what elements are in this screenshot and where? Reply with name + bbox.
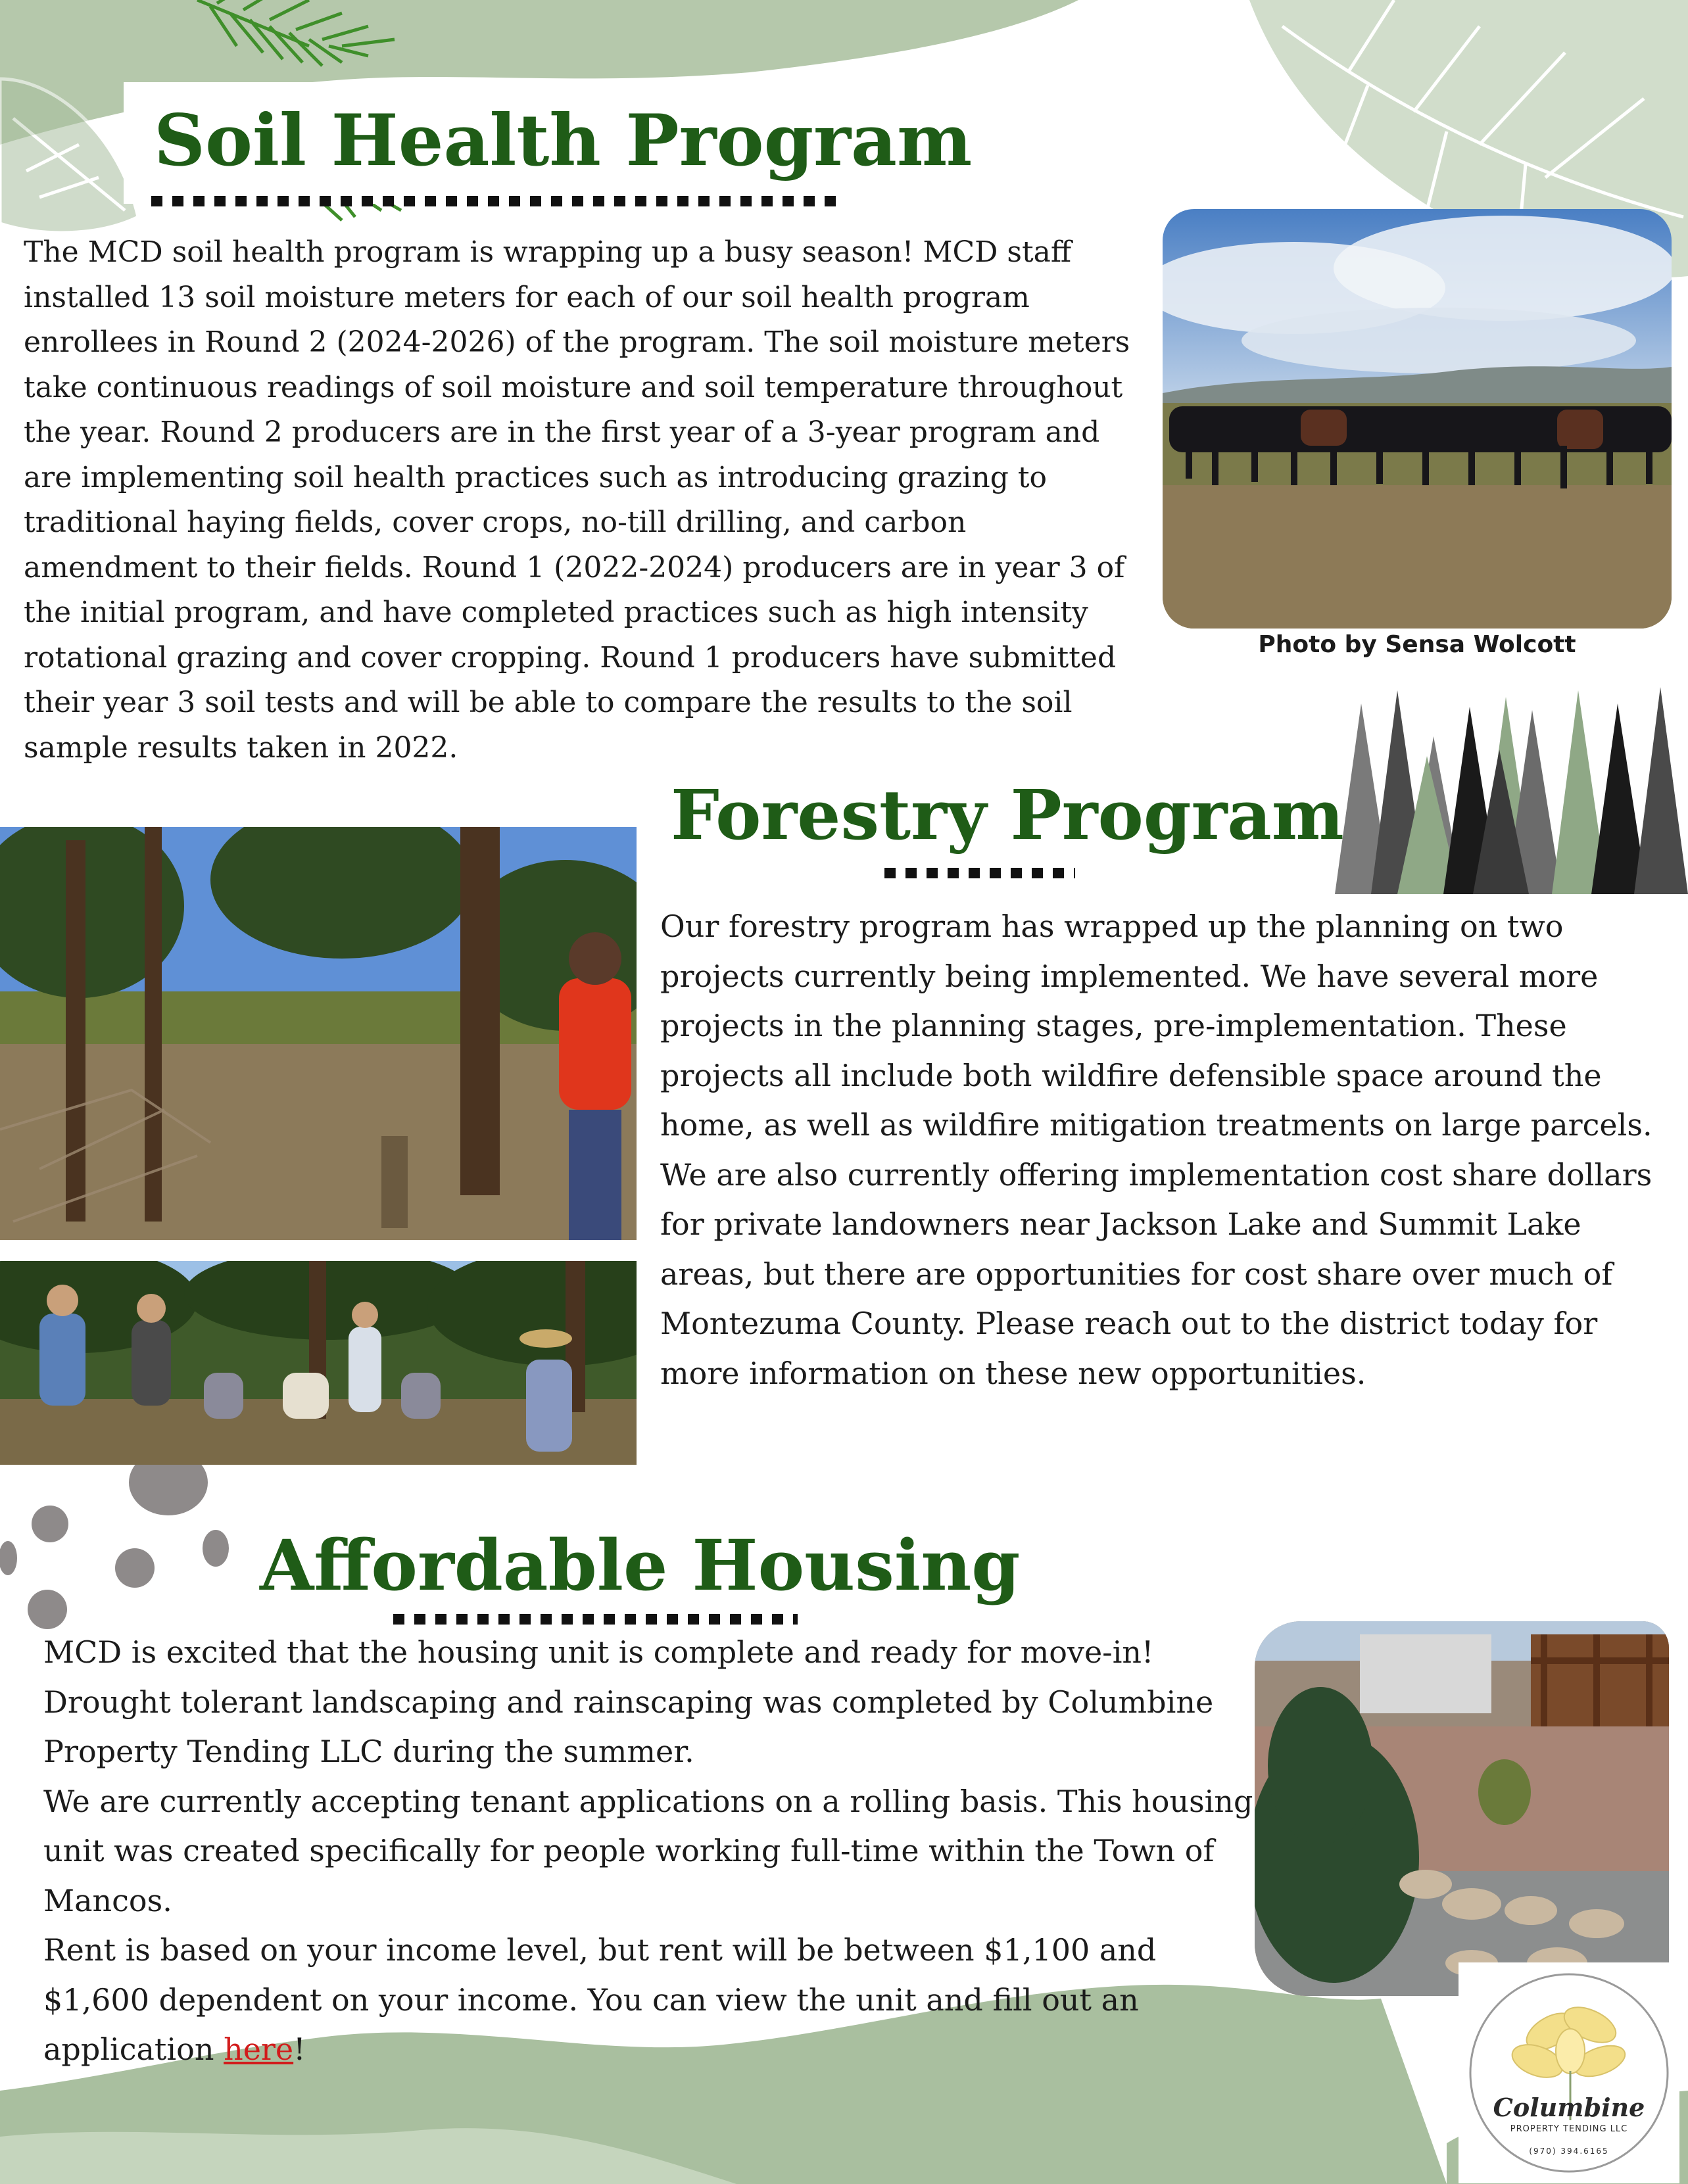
pine-trees-illustration bbox=[1335, 677, 1688, 894]
logo-subtitle: PROPERTY TENDING LLC bbox=[1510, 2124, 1628, 2134]
soil-health-body: The MCD soil health program is wrapping up a busy season! MCD staff installed 13 soil moisture meters for each of our soil health program enrollees in Round 2 (2024-2026) of the program. The soil moisture meters take continuous readings of soil moisture and soil temperature throughout the year. Round 2 producers are in the first year of a 3-year program and are implementing soil health practices such as introducing grazing to traditional haying fields, cover crops, no-till drilling, and carbon amendment to their fields. Round 1 (2022-2024) producers are in year 3 of the initial program, and have completed practices such as high intensity rotational grazing and cover cropping. Round 1 producers have submitted their year 3 soil tests and will be able to compare the results to the soil sample results taken in 2022. bbox=[24, 235, 1130, 765]
housing-heading-underline bbox=[393, 1614, 798, 1625]
logo-name: Columbine bbox=[1493, 2093, 1645, 2122]
housing-paragraph-2: We are currently accepting tenant applications on a rolling basis. This housing unit was created specifically for people working full-time within the Town of Mancos. bbox=[43, 1783, 1253, 1918]
forest-group-photo bbox=[0, 1261, 637, 1465]
forestry-heading-underline bbox=[884, 868, 1075, 878]
forestry-body: Our forestry program has wrapped up the planning on two projects currently being implemented. We have several more projects in the planning stages, pre-implementation. These projects all include both wildfire defensible space around the home, as well as wildfire mitigation treatments on large parcels. We are also currently offering implementation cost share dollars for private landowners near Jackson Lake and Summit Lake areas, but there are opportunities for cost share over much of Montezuma County. Please reach out to the district today for more information on these new opportunities. bbox=[660, 909, 1652, 1391]
logo-phone: (970) 394.6165 bbox=[1529, 2147, 1609, 2156]
forest-site-photo bbox=[0, 827, 637, 1240]
landscaping-photo bbox=[1255, 1621, 1669, 1996]
housing-paragraph-3-text: Rent is based on your income level, but rent will be between $1,100 and $1,600 dependent on your income. You can view the unit and fill out an application bbox=[43, 1932, 1157, 2067]
columbine-logo bbox=[1459, 1962, 1679, 2183]
forestry-heading: Forestry Program bbox=[671, 774, 1344, 855]
housing-body bbox=[43, 1628, 1253, 2075]
housing-paragraph-3 bbox=[43, 1926, 1253, 2075]
affordable-housing-heading: Affordable Housing bbox=[260, 1524, 1021, 1606]
cattle-photo bbox=[1163, 209, 1672, 629]
soil-health-heading: Soil Health Program bbox=[154, 99, 973, 182]
housing-paragraph-1: MCD is excited that the housing unit is complete and ready for move-in! Drought tolerant landscaping and rainscaping was completed by Columbine Property Tending LLC during the summer. bbox=[43, 1634, 1214, 1769]
soil-heading-underline bbox=[151, 196, 842, 206]
application-link[interactable]: here bbox=[224, 2031, 294, 2067]
photo-caption: Photo by Sensa Wolcott bbox=[1258, 631, 1576, 658]
housing-paragraph-3-end: ! bbox=[293, 2031, 306, 2067]
